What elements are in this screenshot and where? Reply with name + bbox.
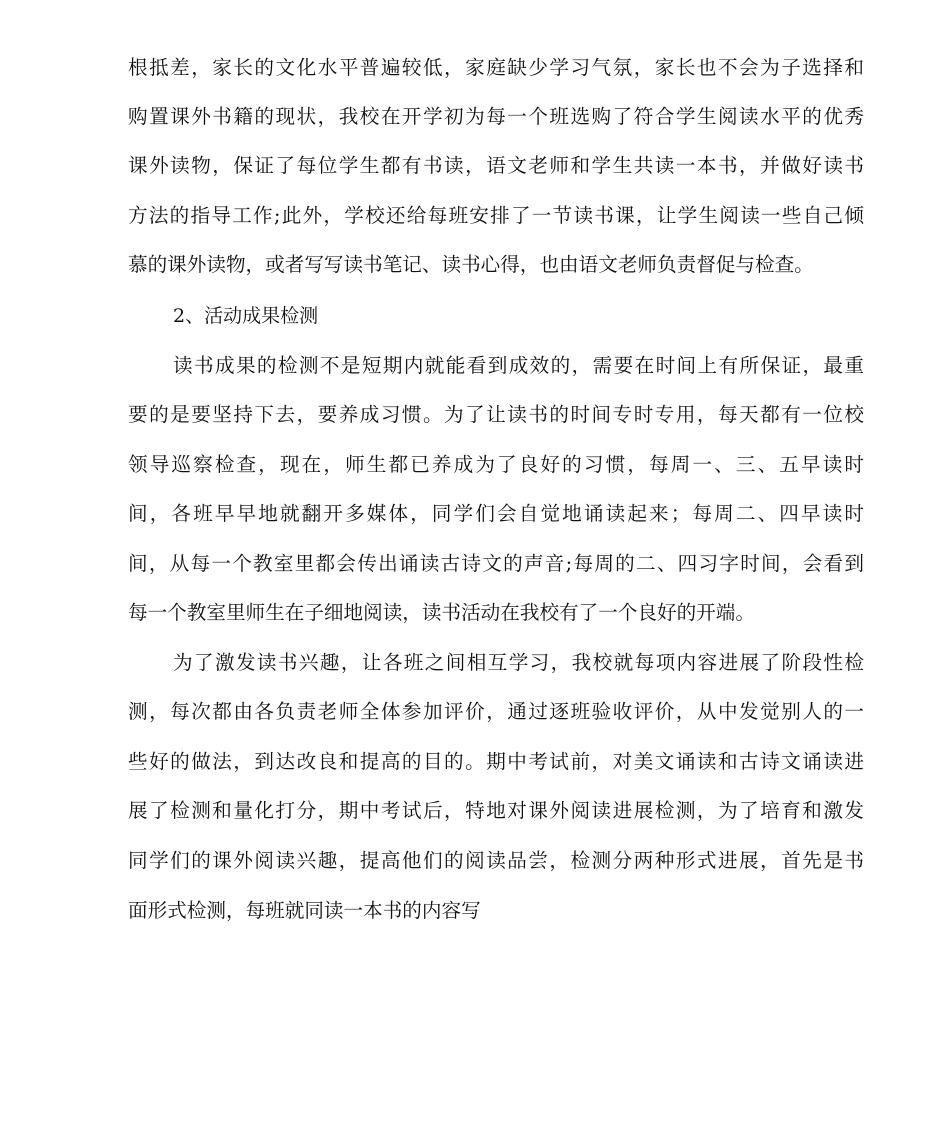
paragraph-2-line-4: 间，各班早早地就翻开多媒体，同学们会自觉地诵读起来；每周二、四早读时 bbox=[128, 502, 864, 525]
paragraph-3-line-2: 测，每次都由各负责老师全体参加评价，通过逐班验收评价，从中发觉别人的一 bbox=[128, 700, 864, 723]
paragraph-2-line-2: 要的是要坚持下去，要养成习惯。为了让读书的时间专时专用，每天都有一位校 bbox=[128, 403, 864, 426]
paragraph-2-line-6: 每一个教室里师生在子细地阅读，读书活动在我校有了一个良好的开端。 bbox=[128, 601, 755, 624]
paragraph-1-line-5: 慕的课外读物，或者写写读书笔记、读书心得，也由语文老师负责督促与检查。 bbox=[128, 253, 814, 276]
paragraph-1-line-2: 购置课外书籍的现状，我校在开学初为每一个班选购了符合学生阅读水平的优秀 bbox=[128, 105, 864, 128]
paragraph-1-line-3: 课外读物，保证了每位学生都有书读，语文老师和学生共读一本书，并做好读书 bbox=[128, 154, 864, 177]
paragraph-2-line-1: 读书成果的检测不是短期内就能看到成效的，需要在时间上有所保证，最重 bbox=[173, 354, 864, 377]
section-heading: 2、活动成果检测 bbox=[173, 305, 319, 327]
paragraph-3-line-6: 面形式检测，每班就同读一本书的内容写 bbox=[128, 899, 481, 922]
paragraph-2-line-3: 领导巡察检查，现在，师生都已养成为了良好的习惯，每周一、三、五早读时 bbox=[128, 453, 864, 476]
paragraph-2-line-5: 间，从每一个教室里都会传出诵读古诗文的声音;每周的二、四习字时间，会看到 bbox=[128, 552, 864, 575]
paragraph-3-line-5: 同学们的课外阅读兴趣，提高他们的阅读品尝，检测分两种形式进展，首先是书 bbox=[128, 849, 864, 872]
paragraph-1-line-4: 方法的指导工作;此外，学校还给每班安排了一节读书课，让学生阅读一些自己倾 bbox=[128, 204, 864, 227]
paragraph-3-line-1: 为了激发读书兴趣，让各班之间相互学习，我校就每项内容进展了阶段性检 bbox=[173, 651, 864, 674]
paragraph-3-line-3: 些好的做法，到达改良和提高的目的。期中考试前，对美文诵读和古诗文诵读进 bbox=[128, 750, 864, 773]
paragraph-1-line-1: 根抵差，家长的文化水平普遍较低，家庭缺少学习气氛，家长也不会为子选择和 bbox=[128, 56, 864, 79]
paragraph-3-line-4: 展了检测和量化打分，期中考试后，特地对课外阅读进展检测，为了培育和激发 bbox=[128, 799, 864, 822]
